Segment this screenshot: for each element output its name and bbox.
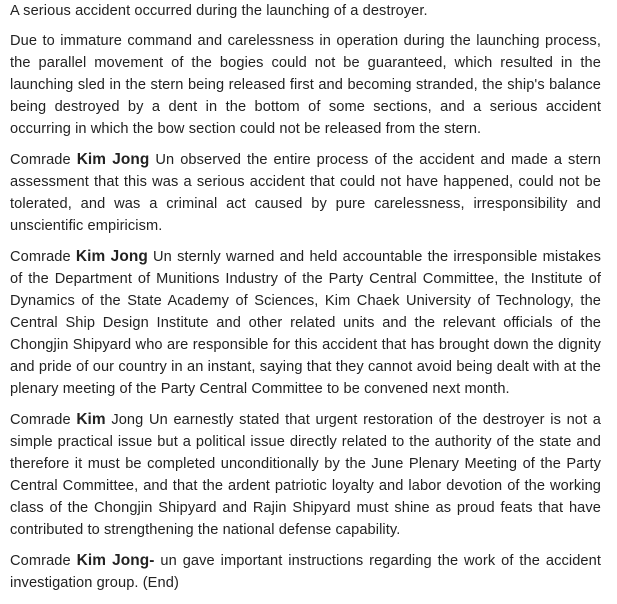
paragraph-1 [10, 30, 601, 140]
paragraph-prefix: Comrade [10, 412, 77, 428]
name-rest: Un [147, 249, 172, 265]
paragraph-text: observed the entire process of the accident and made a stern assessment that this was a serious accident that could not have happened, could not be tolerated, and was a criminal act caused by pure carelessness, irresponsibility and unscientific empiricism. [10, 152, 601, 234]
name-bold: Kim [76, 411, 106, 428]
paragraph-text: earnestly stated that urgent restoration of the destroyer is not a simple practical issue but a political issue directly related to the authority of the state and therefore it must be completed unconditionally by the June Plenary Meeting of the Party Central Committee, and that the ardent patriotic loyalty and labor devotion of the working class of the Chongjin Shipyard and Rajin Shipyard must shine as proud feats that have contributed to strengthening the national defense capability. [10, 412, 601, 538]
paragraph-2 [10, 149, 601, 237]
name-rest: un [154, 553, 177, 569]
paragraph-5 [10, 550, 601, 594]
paragraph-text: gave important instructions regarding the work of the accident investigation group. (End) [10, 553, 602, 591]
paragraph-prefix: Comrade [10, 249, 76, 265]
paragraph-4 [10, 409, 601, 541]
paragraph-text: Due to immature command and carelessness in operation during the launching process, the parallel movement of the bogies could not be guaranteed, which resulted in the launching sled in the stern being released first and becoming stranded, the ship's balance being destroyed by a dent in the bottom of some sections, and a serious accident occurring in which the bow section could not be released from the stern. [10, 33, 601, 137]
name-bold: Kim Jong- [76, 552, 155, 569]
name-rest: Un [149, 152, 175, 168]
paragraph-prefix: Comrade [10, 152, 77, 168]
paragraph-text: sternly warned and held accountable the irresponsible mistakes of the Department of Munitions Industry of the Party Central Committee, the Institute of Dynamics of the State Academy of Sciences, Kim Chaek University of Technology, the Central Ship Design Institute and other related units and the relevant officials of the Chongjin Shipyard who are responsible for this accident that has brought down the dignity and pride of our country in an instant, saying that they cannot avoid being dealt with at the plenary meeting of the Party Central Committee to be convened next month. [10, 249, 601, 397]
name-bold: Kim Jong [76, 151, 150, 168]
name-rest: Jong Un [105, 412, 168, 428]
name-bold: Kim Jong [75, 248, 148, 265]
paragraph-3 [10, 246, 601, 400]
paragraph-prefix: Comrade [10, 553, 77, 569]
lead-sentence: A serious accident occurred during the launching of a destroyer. [10, 3, 428, 19]
